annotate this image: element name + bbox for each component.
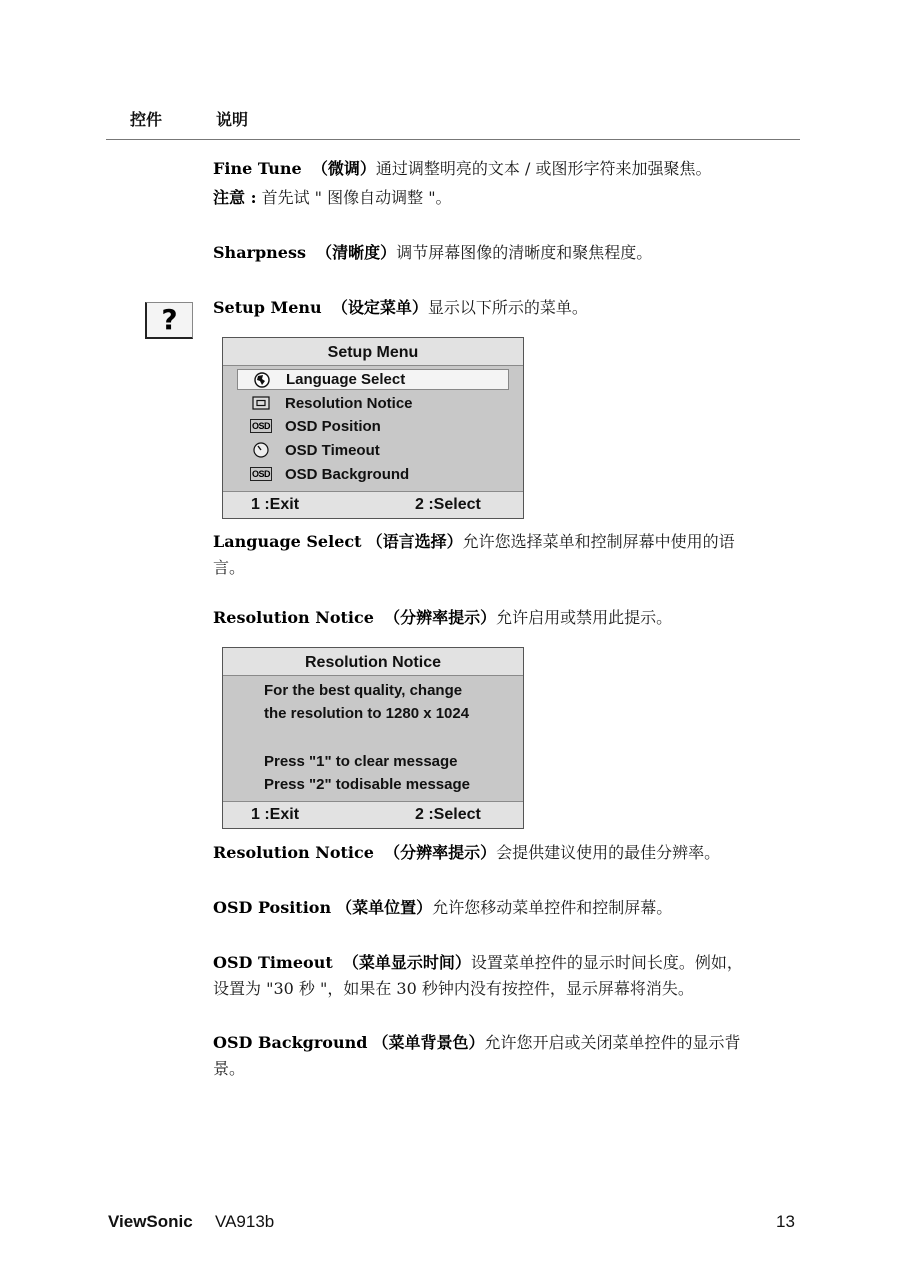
- language-select-desc-cont: 言。: [213, 558, 246, 577]
- osd-item-osd-background[interactable]: [237, 464, 507, 485]
- resolution-notice-paragraph-2: [213, 840, 793, 866]
- osd-icon: [251, 418, 271, 434]
- globe-icon: [252, 372, 272, 388]
- header-divider: [106, 139, 800, 140]
- fine-tune-term: Fine Tune: [213, 159, 302, 178]
- osd-item-label: OSD Timeout: [285, 442, 380, 459]
- footer-model: VA913b: [215, 1212, 275, 1231]
- language-select-desc: 允许您选择菜单和控制屏幕中使用的语: [462, 532, 735, 551]
- osd-background-desc: 允许您开启或关闭菜单控件的显示背: [484, 1033, 741, 1052]
- osd-icon: [251, 466, 271, 482]
- setup-menu-osd-title: Setup Menu: [223, 338, 523, 366]
- resolution-notice-term-cn: （分辨率提示）: [384, 843, 497, 862]
- osd-timeout-desc-cont: 设置为 "30 秒 "，如果在 30 秒钟内没有按控件，显示屏幕将消失。: [213, 979, 694, 998]
- osd-item-label: Language Select: [286, 371, 406, 388]
- osd-icon-text: OSD: [252, 469, 271, 479]
- setup-menu-osd: [222, 337, 524, 519]
- osd-background-paragraph: [213, 1030, 793, 1082]
- resolution-notice-desc: 允许启用或禁用此提示。: [496, 608, 673, 627]
- fine-tune-desc: 通过调整明亮的文本 / 或图形字符来加强聚焦。: [375, 159, 712, 178]
- osd-item-label: Resolution Notice: [285, 395, 413, 412]
- sharpness-term-cn: （清晰度）: [316, 243, 397, 262]
- language-select-term-cn: （语言选择）: [366, 532, 463, 551]
- resolution-notice-osd-footer: [223, 801, 523, 828]
- resolution-message-line: Press "1" to clear message: [264, 753, 458, 770]
- setup-menu-term-cn: （设定菜单）: [331, 298, 428, 317]
- setup-menu-term: Setup Menu: [213, 298, 322, 317]
- fine-tune-term-cn: （微调）: [311, 159, 376, 178]
- osd-position-paragraph: [213, 895, 793, 921]
- help-question-icon: ?: [145, 302, 193, 339]
- osd-item-resolution-notice[interactable]: [237, 393, 507, 414]
- select-button[interactable]: 2 :Select: [415, 806, 481, 823]
- language-select-term: Language Select: [213, 532, 362, 551]
- osd-item-osd-position[interactable]: [237, 416, 507, 437]
- osd-icon-text: OSD: [252, 421, 271, 431]
- resolution-notice-osd-title: Resolution Notice: [223, 648, 523, 676]
- monitor-icon: [251, 395, 271, 411]
- osd-position-desc: 允许您移动菜单控件和控制屏幕。: [432, 898, 673, 917]
- select-button[interactable]: 2 :Select: [415, 496, 481, 513]
- resolution-notice-term: Resolution Notice: [213, 843, 374, 862]
- osd-position-term: OSD Position: [213, 898, 332, 917]
- resolution-notice-osd: [222, 647, 524, 829]
- note-text: 首先试 " 图像自动调整 "。: [261, 188, 452, 207]
- resolution-notice-term-cn: （分辨率提示）: [384, 608, 497, 627]
- resolution-notice-paragraph-1: [213, 605, 793, 631]
- osd-timeout-term-cn: （菜单显示时间）: [342, 953, 471, 972]
- osd-background-term-cn: （菜单背景色）: [372, 1033, 485, 1052]
- osd-background-term: OSD Background: [213, 1033, 368, 1052]
- osd-item-label: OSD Position: [285, 418, 381, 435]
- osd-position-term-cn: （菜单位置）: [336, 898, 433, 917]
- note-paragraph: [213, 185, 793, 211]
- sharpness-paragraph: [213, 240, 793, 266]
- osd-timeout-desc: 设置菜单控件的显示时间长度。例如，: [470, 953, 743, 972]
- note-label: 注意 :: [213, 188, 257, 207]
- resolution-notice-term: Resolution Notice: [213, 608, 374, 627]
- setup-menu-desc: 显示以下所示的菜单。: [427, 298, 588, 317]
- osd-background-desc-cont: 景。: [213, 1059, 246, 1078]
- setup-menu-osd-footer: [223, 491, 523, 518]
- header-control-column: 控件: [130, 110, 163, 129]
- osd-timeout-paragraph: [213, 950, 793, 1002]
- setup-menu-paragraph: [213, 295, 793, 321]
- language-select-paragraph: [213, 529, 793, 581]
- exit-button[interactable]: 1 :Exit: [251, 806, 300, 823]
- resolution-message-line: the resolution to 1280 x 1024: [264, 705, 470, 722]
- osd-item-label: OSD Background: [285, 466, 410, 483]
- footer-brand: ViewSonic: [108, 1212, 193, 1231]
- clock-icon: [251, 442, 271, 458]
- sharpness-desc: 调节屏幕图像的清晰度和聚焦程度。: [396, 243, 653, 262]
- osd-item-language-select[interactable]: [237, 369, 509, 390]
- osd-item-osd-timeout[interactable]: [237, 440, 507, 461]
- footer-page-number: 13: [776, 1212, 795, 1231]
- fine-tune-paragraph: [213, 156, 793, 182]
- resolution-message-line: For the best quality, change: [264, 682, 463, 699]
- resolution-notice-desc: 会提供建议使用的最佳分辨率。: [496, 843, 721, 862]
- exit-button[interactable]: 1 :Exit: [251, 496, 300, 513]
- osd-timeout-term: OSD Timeout: [213, 953, 333, 972]
- resolution-message-line: Press "2" todisable message: [264, 776, 470, 793]
- header-description-column: 说明: [216, 110, 249, 129]
- sharpness-term: Sharpness: [213, 243, 306, 262]
